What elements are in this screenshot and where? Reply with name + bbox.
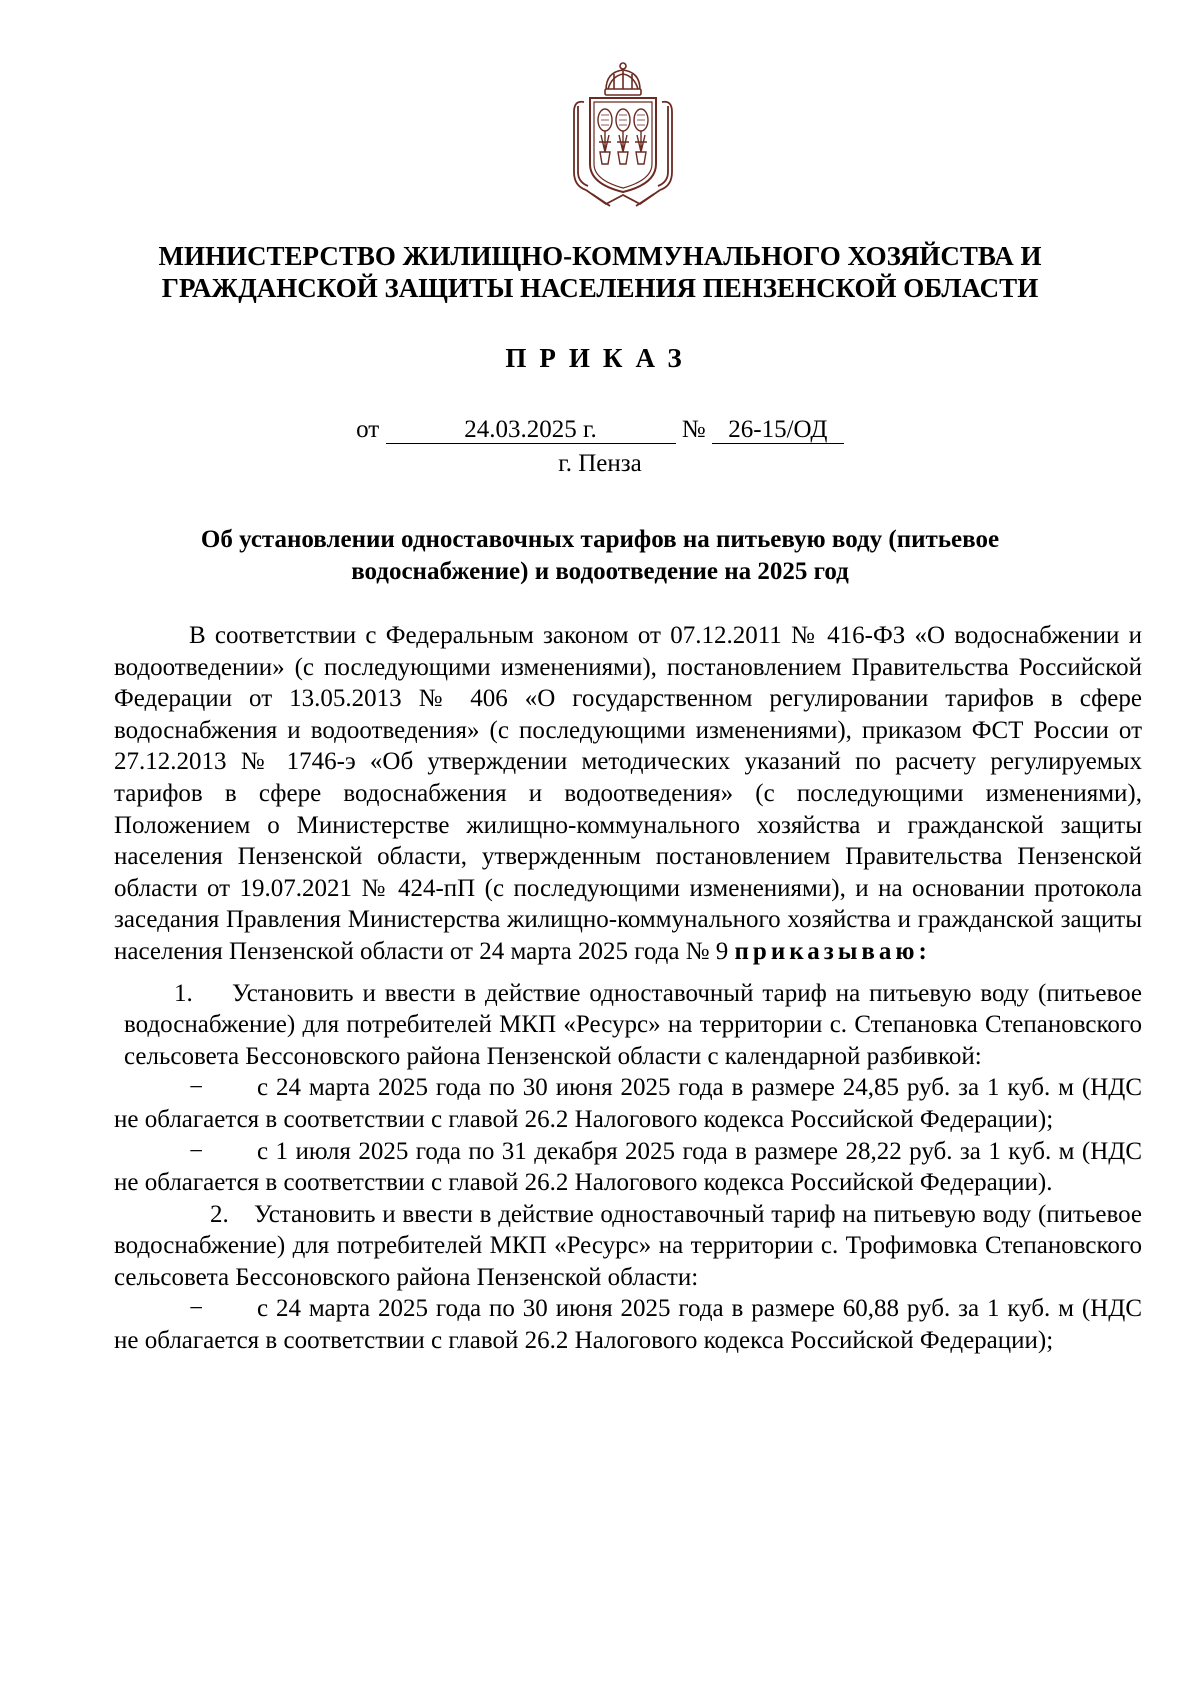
preamble-paragraph [114,620,1142,968]
item-number: 2. [210,1200,229,1228]
date-number-line [0,415,1200,445]
ministry-name-line1: МИНИСТЕРСТВО ЖИЛИЩНО-КОММУНАЛЬНОГО ХОЗЯЙСТВА И [158,241,1042,271]
item-text: с 24 марта 2025 года по 30 июня 2025 года в размере 60,88 руб. за 1 куб. м (НДС не облагается в соответствии с главой 26.2 Налогового кодекса Российской Федерации); [114,1295,1142,1355]
dash-marker: − [189,1295,204,1323]
list-item [114,1199,1142,1294]
item-text: Установить и ввести в действие одноставочный тариф на питьевую воду (питьевое водоснабжение) для потребителей МКП «Ресурс» на территории с. Трофимовка Степановского сельсовета Бессоновского района Пензенской области: [114,1200,1142,1291]
ministry-name [0,240,1200,304]
order-title: ПРИКАЗ [505,343,695,373]
coat-of-arms-emblem [570,60,676,208]
item-text: с 1 июля 2025 года по 31 декабря 2025 года в размере 28,22 руб. за 1 куб. м (НДС не облагается в соответствии с главой 26.2 Налогового кодекса Российской Федерации). [114,1137,1142,1197]
list-item [114,1293,1142,1356]
decree-word: приказываю: [734,937,931,965]
preamble-text: В соответствии с Федеральным законом от 07.12.2011 № 416-ФЗ «О водоснабжении и водоотведении» (с последующими изменениями), постановлением Правительства Российской Федерации от 13.05.2013 № 406 «О государственном регулировании тарифов в сфере водоснабжения и водоотведения» (с последующими изменениями), приказом ФСТ России от 27.12.2013 № 1746-э «Об утверждении методических указаний по расчету регулируемых тарифов в сфере водоснабжения и водоотведения» (с последующими изменениями), Положением о Министерстве жилищно-коммунального хозяйства и гражданской защиты населения Пензенской области, утвержденным постановлением Правительства Пензенской области от 19.07.2021 № 424-пП (с последующими изменениями), и на основании протокола заседания Правления Министерства жилищно-коммунального хозяйства и гражданской защиты населения Пензенской области от 24 марта 2025 года № 9 [114,622,1142,965]
order-number: 26-15/ОД [712,417,844,444]
item-number: 1. [174,979,193,1007]
list-item [114,978,1142,1073]
item-text: Установить и ввести в действие одноставочный тариф на питьевую воду (питьевое водоснабжение) для потребителей МКП «Ресурс» на территории с. Степановка Степановского сельсовета Бессоновского района Пензенской области с календарной разбивкой: [124,979,1142,1070]
item-text: с 24 марта 2025 года по 30 июня 2025 года в размере 24,85 руб. за 1 куб. м (НДС не облагается в соответствии с главой 26.2 Налогового кодекса Российской Федерации); [114,1074,1142,1133]
dash-marker: − [189,1074,204,1102]
coat-of-arms-icon [570,60,676,208]
list-item [114,1136,1142,1199]
dash-marker: − [189,1137,204,1165]
ministry-name-line2: ГРАЖДАНСКОЙ ЗАЩИТЫ НАСЕЛЕНИЯ ПЕНЗЕНСКОЙ ОБЛАСТИ [161,273,1039,303]
order-subject-line2: водоснабжение) и водоотведение на 2025 год [351,558,849,585]
crown-icon [605,63,641,95]
number-sign: № [681,416,706,443]
list-item [114,1072,1142,1135]
city: г. Пенза [558,450,642,477]
order-subject-line1: Об установлении одноставочных тарифов на питьевую воду (питьевое [200,526,1000,553]
date-prefix: от [356,416,380,443]
order-date: 24.03.2025 г. [386,417,676,444]
order-body [114,620,1142,1357]
order-subject [130,524,1070,588]
